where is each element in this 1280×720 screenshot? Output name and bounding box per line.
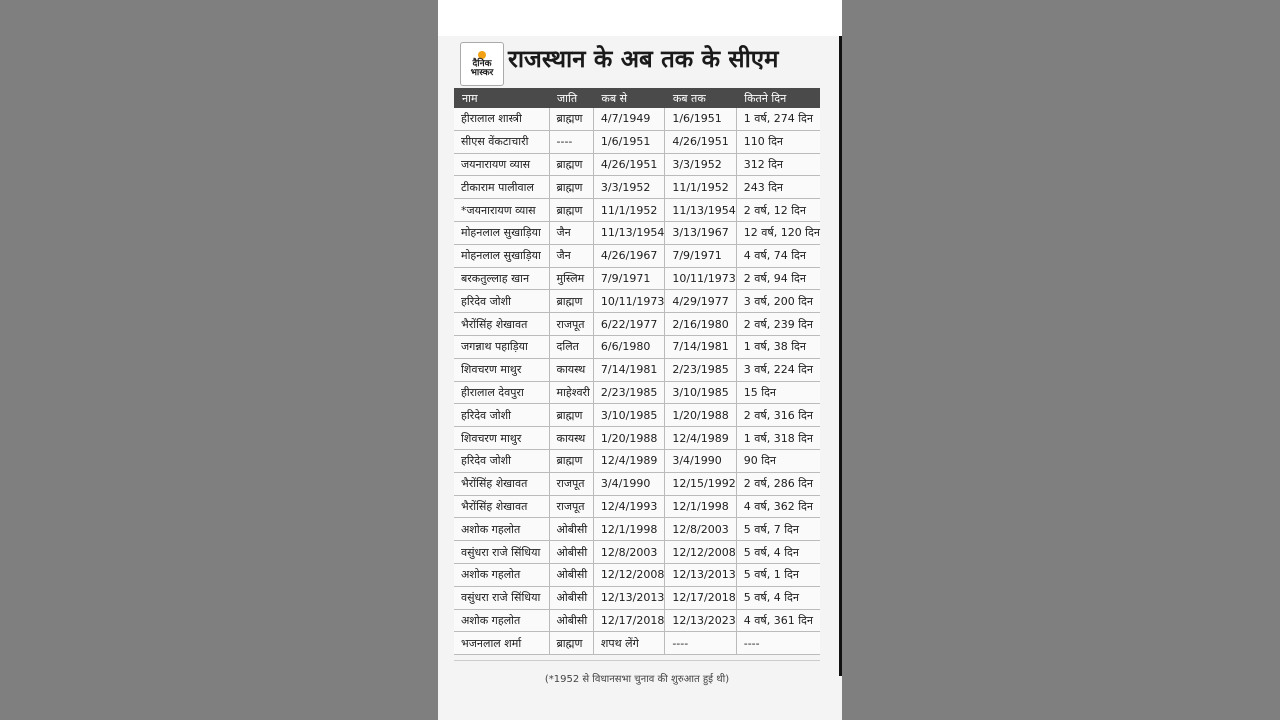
table-cell: अशोक गहलोत: [454, 563, 549, 586]
table-cell: शपथ लेंगे: [593, 632, 664, 655]
table-header: [454, 88, 820, 108]
table-cell: 12/4/1993: [593, 495, 664, 518]
table-row: [454, 518, 820, 541]
page-title: राजस्थान के अब तक के सीएम: [508, 45, 779, 73]
table-row: [454, 358, 820, 381]
table-cell: 2 वर्ष, 94 दिन: [736, 267, 820, 290]
table-cell: शिवचरण माथुर: [454, 358, 549, 381]
column-header: कब तक: [665, 88, 736, 108]
table-cell: 1/20/1988: [665, 404, 736, 427]
table-cell: 3/3/1952: [665, 153, 736, 176]
table-cell: 4/26/1951: [665, 130, 736, 153]
table-cell: 2 वर्ष, 316 दिन: [736, 404, 820, 427]
table-row: [454, 381, 820, 404]
logo-line1: दैनिक: [472, 58, 492, 69]
table-row: [454, 427, 820, 450]
table-cell: 12/1/1998: [593, 518, 664, 541]
table-cell: 11/13/1954: [593, 221, 664, 244]
table-row: [454, 609, 820, 632]
logo-line2: भास्कर: [470, 67, 494, 78]
table-cell: 2/23/1985: [665, 358, 736, 381]
table-cell: 1 वर्ष, 318 दिन: [736, 427, 820, 450]
table-row: [454, 176, 820, 199]
table-cell: हरिदेव जोशी: [454, 404, 549, 427]
table-cell: 4 वर्ष, 362 दिन: [736, 495, 820, 518]
table-cell: वसुंधरा राजे सिंधिया: [454, 586, 549, 609]
table-cell: 7/9/1971: [593, 267, 664, 290]
table-cell: हीरालाल देवपुरा: [454, 381, 549, 404]
sun-icon: [478, 51, 486, 59]
column-header: नाम: [454, 88, 549, 108]
table-cell: 6/22/1977: [593, 313, 664, 336]
table-cell: 12/4/1989: [593, 449, 664, 472]
table-row: [454, 221, 820, 244]
header-row: [454, 88, 820, 108]
table-cell: मोहनलाल सुखाड़िया: [454, 244, 549, 267]
table-cell: माहेश्वरी: [549, 381, 593, 404]
table-cell: 12/8/2003: [593, 541, 664, 564]
table-cell: 5 वर्ष, 4 दिन: [736, 541, 820, 564]
table-cell: 12/13/2013: [665, 563, 736, 586]
table-cell: 10/11/1973: [593, 290, 664, 313]
table-cell: 12/12/2008: [665, 541, 736, 564]
table-cell: राजपूत: [549, 472, 593, 495]
table-cell: 3/13/1967: [665, 221, 736, 244]
table-row: [454, 563, 820, 586]
table-cell: मोहनलाल सुखाड़िया: [454, 221, 549, 244]
column-header: जाति: [549, 88, 593, 108]
table-cell: सीएस वेंकटाचारी: [454, 130, 549, 153]
table-cell: 12/17/2018: [593, 609, 664, 632]
table-cell: 243 दिन: [736, 176, 820, 199]
table-cell: 2/16/1980: [665, 313, 736, 336]
table-cell: 3/4/1990: [593, 472, 664, 495]
video-frame: [438, 0, 842, 720]
table-cell: 5 वर्ष, 1 दिन: [736, 563, 820, 586]
table-cell: शिवचरण माथुर: [454, 427, 549, 450]
table-cell: 3 वर्ष, 224 दिन: [736, 358, 820, 381]
table-cell: हीरालाल शास्त्री: [454, 108, 549, 130]
table-cell: बरकतुल्लाह खान: [454, 267, 549, 290]
table-cell: 6/6/1980: [593, 335, 664, 358]
table-cell: 5 वर्ष, 7 दिन: [736, 518, 820, 541]
table-cell: ब्राह्मण: [549, 199, 593, 222]
table-cell: 7/9/1971: [665, 244, 736, 267]
table-cell: 11/13/1954: [665, 199, 736, 222]
table-cell: भैरोंसिंह शेखावत: [454, 313, 549, 336]
column-header: कितने दिन: [736, 88, 820, 108]
table-cell: टीकाराम पालीवाल: [454, 176, 549, 199]
table-cell: 312 दिन: [736, 153, 820, 176]
table-cell: 12/13/2023: [665, 609, 736, 632]
table-cell: 12/1/1998: [665, 495, 736, 518]
table-cell: 1 वर्ष, 38 दिन: [736, 335, 820, 358]
cm-table: [454, 88, 820, 655]
table-cell: मुस्लिम: [549, 267, 593, 290]
top-white-strip: [438, 0, 842, 34]
table-cell: भैरोंसिंह शेखावत: [454, 495, 549, 518]
table-cell: ब्राह्मण: [549, 632, 593, 655]
table-cell: 4/7/1949: [593, 108, 664, 130]
table-cell: 110 दिन: [736, 130, 820, 153]
table-cell: ----: [736, 632, 820, 655]
table-cell: भजनलाल शर्मा: [454, 632, 549, 655]
table-cell: 2 वर्ष, 12 दिन: [736, 199, 820, 222]
table-cell: ----: [665, 632, 736, 655]
table-cell: राजपूत: [549, 495, 593, 518]
dainik-bhaskar-logo: [460, 42, 504, 86]
table-cell: 2/23/1985: [593, 381, 664, 404]
table-row: [454, 108, 820, 130]
table-row: [454, 199, 820, 222]
table-cell: 3/10/1985: [665, 381, 736, 404]
table-cell: 11/1/1952: [593, 199, 664, 222]
table-cell: राजपूत: [549, 313, 593, 336]
table-cell: हरिदेव जोशी: [454, 290, 549, 313]
table-row: [454, 404, 820, 427]
table-cell: 1/6/1951: [665, 108, 736, 130]
table-row: [454, 244, 820, 267]
table-cell: 12/17/2018: [665, 586, 736, 609]
footnote: (*1952 से विधानसभा चुनाव की शुरुआत हुई थी): [454, 660, 820, 685]
table-row: [454, 541, 820, 564]
table-body: [454, 108, 820, 655]
table-row: [454, 335, 820, 358]
table-cell: अशोक गहलोत: [454, 609, 549, 632]
table-cell: 5 वर्ष, 4 दिन: [736, 586, 820, 609]
table-cell: ओबीसी: [549, 586, 593, 609]
table-cell: 12/4/1989: [665, 427, 736, 450]
table-row: [454, 290, 820, 313]
table-cell: 1/20/1988: [593, 427, 664, 450]
table-cell: 11/1/1952: [665, 176, 736, 199]
table-row: [454, 449, 820, 472]
table-cell: 7/14/1981: [665, 335, 736, 358]
right-gray-margin: [842, 0, 1280, 720]
table-cell: 7/14/1981: [593, 358, 664, 381]
table-cell: 4/26/1967: [593, 244, 664, 267]
table-cell: 12 वर्ष, 120 दिन: [736, 221, 820, 244]
table-cell: जैन: [549, 244, 593, 267]
table-cell: 1/6/1951: [593, 130, 664, 153]
table-cell: भैरोंसिंह शेखावत: [454, 472, 549, 495]
table-cell: जगन्नाथ पहाड़िया: [454, 335, 549, 358]
table-row: [454, 495, 820, 518]
table-row: [454, 632, 820, 655]
table-row: [454, 472, 820, 495]
table-cell: अशोक गहलोत: [454, 518, 549, 541]
table-cell: *जयनारायण व्यास: [454, 199, 549, 222]
table-cell: 3/4/1990: [665, 449, 736, 472]
table-cell: 90 दिन: [736, 449, 820, 472]
table-cell: जैन: [549, 221, 593, 244]
table-cell: हरिदेव जोशी: [454, 449, 549, 472]
newspaper-card: [438, 36, 842, 720]
table-cell: ओबीसी: [549, 541, 593, 564]
table-cell: दलित: [549, 335, 593, 358]
table-cell: 10/11/1973: [665, 267, 736, 290]
table-cell: 4/26/1951: [593, 153, 664, 176]
table-cell: ओबीसी: [549, 518, 593, 541]
table-row: [454, 130, 820, 153]
table-cell: 15 दिन: [736, 381, 820, 404]
table-cell: 3 वर्ष, 200 दिन: [736, 290, 820, 313]
table-cell: ब्राह्मण: [549, 153, 593, 176]
table-cell: ब्राह्मण: [549, 449, 593, 472]
table-cell: 3/10/1985: [593, 404, 664, 427]
table-cell: 2 वर्ष, 286 दिन: [736, 472, 820, 495]
table-cell: 12/8/2003: [665, 518, 736, 541]
left-gray-margin: [0, 0, 438, 720]
table-cell: 3/3/1952: [593, 176, 664, 199]
table-cell: ब्राह्मण: [549, 290, 593, 313]
table-cell: कायस्थ: [549, 427, 593, 450]
table-cell: ----: [549, 130, 593, 153]
table-row: [454, 313, 820, 336]
table-row: [454, 153, 820, 176]
table-cell: कायस्थ: [549, 358, 593, 381]
column-header: कब से: [593, 88, 664, 108]
table-cell: 12/15/1992: [665, 472, 736, 495]
table-cell: 12/13/2013: [593, 586, 664, 609]
table-cell: ब्राह्मण: [549, 108, 593, 130]
table-cell: ओबीसी: [549, 563, 593, 586]
table-cell: जयनारायण व्यास: [454, 153, 549, 176]
table-cell: 12/12/2008: [593, 563, 664, 586]
card-dark-edge: [839, 36, 842, 676]
table-cell: ब्राह्मण: [549, 176, 593, 199]
table-cell: 4 वर्ष, 74 दिन: [736, 244, 820, 267]
table-cell: 2 वर्ष, 239 दिन: [736, 313, 820, 336]
table-cell: 4/29/1977: [665, 290, 736, 313]
table-row: [454, 586, 820, 609]
table-cell: वसुंधरा राजे सिंधिया: [454, 541, 549, 564]
table-cell: ओबीसी: [549, 609, 593, 632]
table-cell: 1 वर्ष, 274 दिन: [736, 108, 820, 130]
table-cell: ब्राह्मण: [549, 404, 593, 427]
table-cell: 4 वर्ष, 361 दिन: [736, 609, 820, 632]
table-row: [454, 267, 820, 290]
